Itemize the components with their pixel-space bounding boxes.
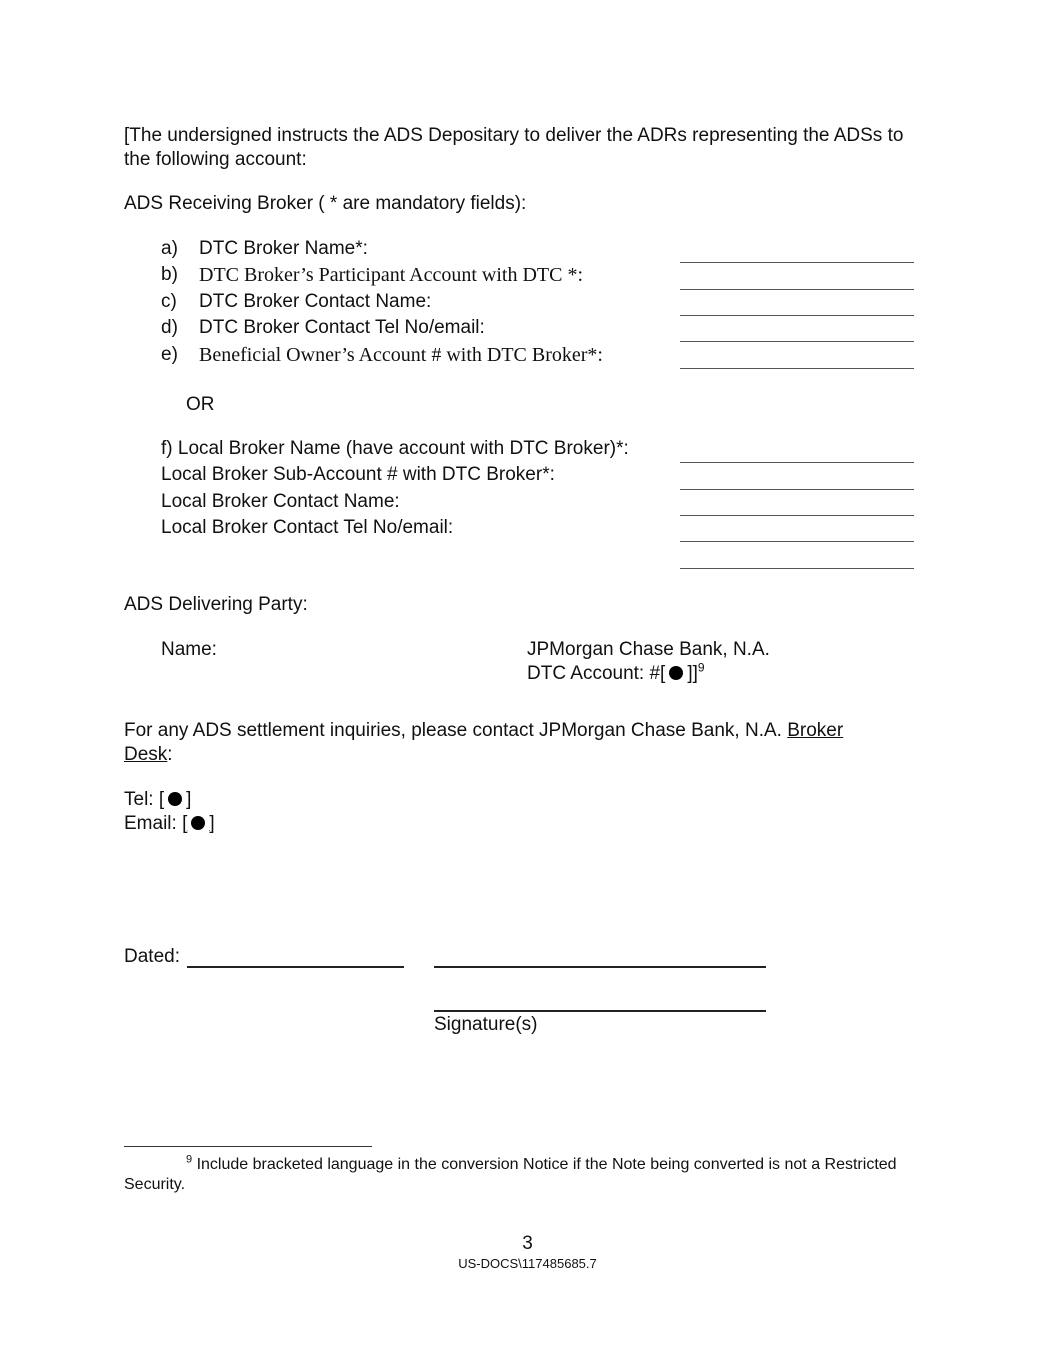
local-broker-subaccount-label: Local Broker Sub-Account # with DTC Broker*: (161, 464, 555, 485)
inquiries-colon: : (167, 744, 173, 765)
doc-id: US-DOCS\117485685.7 (458, 1256, 597, 1271)
bullet-placeholder-icon (191, 816, 205, 830)
inquiries-text: For any ADS settlement inquiries, please contact JPMorgan Chase Bank, N.A. (124, 720, 788, 741)
email-close: ] (209, 813, 215, 834)
delivering-name-label: Name: (161, 639, 217, 660)
tel-prefix: Tel: [ (124, 789, 165, 810)
email-prefix: Email: (124, 813, 183, 834)
tel-line (124, 788, 191, 812)
intro-line-2: the following account: (124, 149, 307, 170)
item-letter-c: c) (161, 291, 177, 312)
signature-line-1[interactable] (434, 966, 766, 968)
dtc-account-suffix: ]] (687, 663, 698, 684)
bullet-placeholder-icon (669, 666, 683, 680)
page-number: 3 (522, 1233, 533, 1254)
inquiries-line-1 (124, 719, 843, 743)
bullet-placeholder-icon (168, 792, 182, 806)
dated-line[interactable] (187, 966, 404, 968)
field-line-beneficial-owner-account[interactable] (680, 368, 914, 369)
field-line-participant-account[interactable] (680, 289, 914, 290)
item-letter-e: e) (161, 344, 178, 365)
dtc-account-line (527, 662, 705, 686)
field-line-local-broker-extra[interactable] (680, 568, 914, 569)
field-line-dtc-broker-name[interactable] (680, 262, 914, 263)
signature-line-2[interactable] (434, 1010, 766, 1012)
field-line-contact-name[interactable] (680, 315, 914, 316)
email-placeholder[interactable] (182, 813, 215, 834)
intro-line-1: [The undersigned instructs the ADS Depositary to deliver the ADRs representing the ADSs to (124, 125, 904, 146)
signature-label: Signature(s) (434, 1014, 538, 1035)
footnote-line-2: Security. (124, 1176, 186, 1193)
dated-label: Dated: (124, 946, 180, 967)
item-label-dtc-broker-name: DTC Broker Name*: (199, 238, 368, 259)
item-letter-a: a) (161, 238, 178, 259)
footnote-ref[interactable]: 9 (697, 660, 705, 675)
field-line-local-broker-subaccount[interactable] (680, 489, 914, 490)
item-label-participant-account: DTC Broker’s Participant Account with DTC *: (199, 264, 584, 286)
footnote-line-1 (186, 1155, 897, 1175)
item-label-beneficial-owner-account: Beneficial Owner’s Account # with DTC Broker*: (199, 344, 603, 366)
item-label-contact-tel: DTC Broker Contact Tel No/email: (199, 317, 485, 338)
item-letter-d: d) (161, 317, 178, 338)
email-line (124, 812, 215, 836)
broker-desk-link-part1[interactable]: Broker (787, 720, 844, 741)
email-open: [ (182, 813, 188, 834)
delivering-party-heading: ADS Delivering Party: (124, 594, 308, 615)
footnote-number: 9 (186, 1153, 193, 1166)
field-line-local-broker-contact-name[interactable] (680, 515, 914, 516)
item-label-contact-name: DTC Broker Contact Name: (199, 291, 432, 312)
or-label: OR (186, 394, 215, 415)
broker-desk-link-part2[interactable]: Desk (124, 744, 168, 765)
footnote-text-1: Include bracketed language in the conversion Notice if the Note being converted is not a Restricted (196, 1156, 897, 1173)
local-broker-name-label: f) Local Broker Name (have account with DTC Broker)*: (161, 438, 629, 459)
footnote-separator (124, 1146, 372, 1147)
field-line-local-broker-contact-tel[interactable] (680, 541, 914, 542)
dtc-account-prefix: DTC Account: #[ (527, 663, 666, 684)
field-line-contact-tel[interactable] (680, 341, 914, 342)
delivering-name-value: JPMorgan Chase Bank, N.A. (527, 639, 770, 660)
inquiries-line-2 (124, 743, 173, 767)
receiving-broker-heading: ADS Receiving Broker ( * are mandatory fields): (124, 193, 527, 214)
tel-suffix: ] (186, 789, 192, 810)
local-broker-contact-tel-label: Local Broker Contact Tel No/email: (161, 517, 454, 538)
item-letter-b: b) (161, 264, 178, 285)
field-line-local-broker-name[interactable] (680, 462, 914, 463)
local-broker-contact-name-label: Local Broker Contact Name: (161, 491, 400, 512)
